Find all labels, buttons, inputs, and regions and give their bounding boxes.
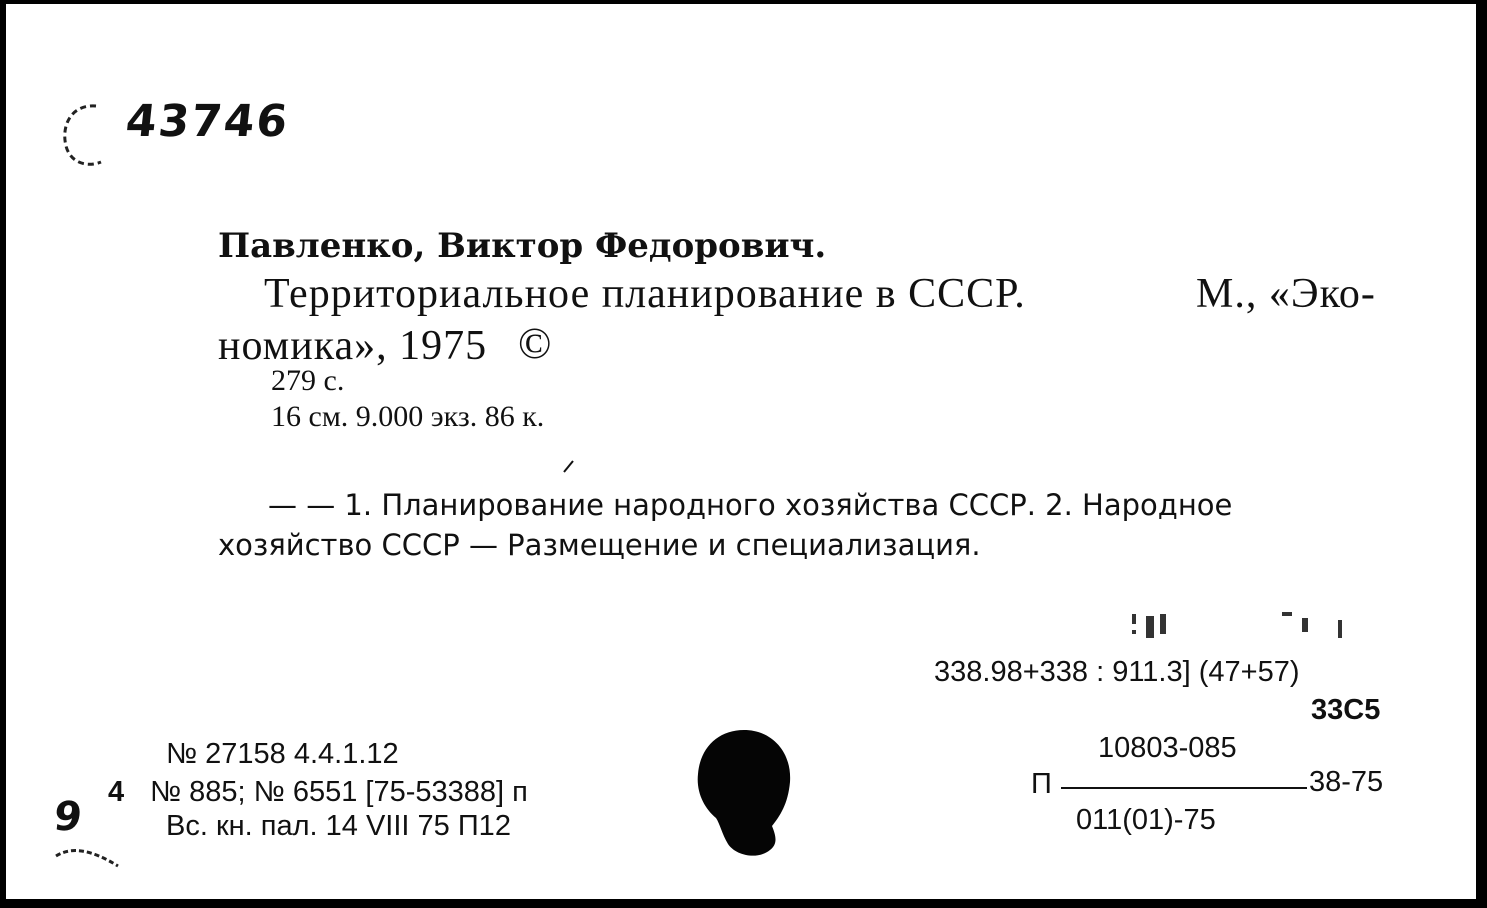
subjects-line-1: — — 1. Планирование народного хозяйства СССР. 2. Народное — [268, 488, 1233, 522]
tick-mark-icon — [562, 458, 576, 474]
bbk-suffix: 38-75 — [1309, 766, 1384, 798]
margin-mark-left: 4 — [108, 776, 125, 808]
pub-line-2: № 885; № 6551 [75-53388] п — [150, 776, 528, 808]
bbk-numerator: 10803-085 — [1098, 732, 1237, 764]
faint-stamp-marks-icon — [1126, 610, 1356, 650]
handwritten-number: 43746 — [123, 96, 292, 147]
copyright-icon: © — [518, 319, 553, 368]
title-line-1: Территориальное планирование в СССР. — [264, 271, 1026, 317]
classification-code: 338.98+338 : 911.3] (47+57) — [934, 656, 1300, 688]
bbk-denominator: 011(01)-75 — [1076, 804, 1216, 836]
author-mark: 33С5 — [1311, 694, 1381, 726]
pub-line-1: № 27158 4.4.1.12 — [166, 738, 399, 770]
pub-line-3: Вс. кн. пал. 14 VIII 75 П12 — [166, 810, 511, 842]
ink-blot-icon — [692, 726, 798, 862]
pen-stroke-icon — [52, 834, 122, 874]
bbk-fraction-line — [1061, 787, 1307, 789]
title-place: М., «Эко- — [1196, 271, 1376, 317]
margin-mark-bottom: 9 — [51, 794, 87, 840]
format-line: 16 см. 9.000 экз. 86 к. — [271, 400, 545, 433]
author-heading: Павленко, Виктор Федорович. — [218, 226, 827, 266]
bbk-prefix: П — [1031, 768, 1052, 800]
title-line-2: номика», 1975 — [218, 323, 488, 369]
pages-line: 279 с. — [271, 364, 345, 397]
subjects-line-2: хозяйство СССР — Размещение и специализация. — [218, 528, 981, 562]
stamp-circle-icon — [56, 96, 116, 176]
